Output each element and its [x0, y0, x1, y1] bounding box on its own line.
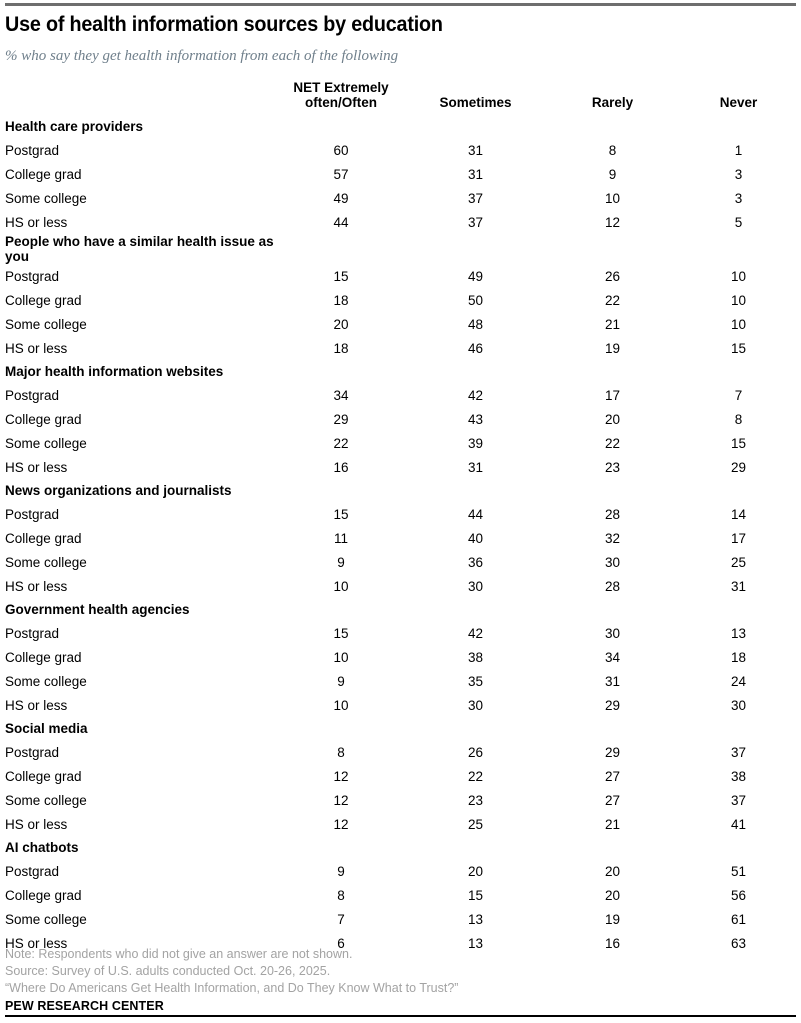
cell-net: 8 — [337, 887, 345, 903]
section-header-spacer-net — [275, 234, 407, 264]
table-row — [5, 312, 796, 336]
table-row — [5, 550, 796, 574]
section-header-row — [5, 836, 796, 859]
table-row — [5, 859, 796, 883]
cell-sometimes: 15 — [467, 887, 484, 903]
section-header-spacer-sometimes — [407, 360, 544, 383]
bottom-divider — [5, 1015, 796, 1017]
row-label: Postgrad — [5, 863, 60, 879]
cell-sometimes: 38 — [467, 649, 484, 665]
cell-rarely: 19 — [604, 911, 621, 927]
section-header-spacer-sometimes — [407, 234, 544, 264]
row-label: Some college — [5, 190, 87, 206]
cell-sometimes: 44 — [467, 506, 484, 522]
section-header-spacer-never — [681, 598, 796, 621]
cell-sometimes: 36 — [467, 554, 484, 570]
section-header-row — [5, 717, 796, 740]
cell-never: 10 — [730, 268, 747, 284]
cell-net: 6 — [337, 935, 345, 951]
section-header-spacer-never — [681, 479, 796, 502]
cell-never: 38 — [730, 768, 747, 784]
section-header-spacer-never — [681, 115, 796, 138]
page-title: Use of health information sources by education — [5, 13, 443, 36]
cell-never: 8 — [734, 411, 743, 427]
row-label: College grad — [5, 411, 82, 427]
cell-rarely: 8 — [608, 142, 617, 158]
cell-rarely: 19 — [604, 340, 621, 356]
row-label: Postgrad — [5, 387, 60, 403]
cell-never: 15 — [730, 340, 747, 356]
cell-net: 12 — [333, 792, 349, 808]
section-header-row — [5, 115, 796, 138]
cell-net: 11 — [333, 530, 348, 546]
section-header-label: News organizations and journalists — [5, 483, 232, 498]
cell-sometimes: 26 — [467, 744, 484, 760]
table-row — [5, 407, 796, 431]
footnote-report-title: “Where Do Americans Get Health Information, and Do They Know What to Trust?” — [5, 981, 459, 995]
cell-net: 7 — [337, 911, 345, 927]
section-header-spacer-rarely — [544, 836, 681, 859]
cell-rarely: 20 — [604, 411, 621, 427]
column-header-never: Never — [719, 95, 758, 110]
cell-rarely: 9 — [608, 166, 617, 182]
cell-never: 3 — [734, 166, 743, 182]
cell-sometimes: 37 — [467, 190, 484, 206]
cell-rarely: 28 — [604, 506, 621, 522]
cell-sometimes: 50 — [467, 292, 484, 308]
row-label: College grad — [5, 768, 82, 784]
cell-rarely: 20 — [604, 863, 621, 879]
cell-rarely: 29 — [604, 697, 621, 713]
cell-net: 9 — [337, 673, 345, 689]
row-label: Postgrad — [5, 268, 60, 284]
section-header-spacer-sometimes — [407, 717, 544, 740]
section-header-spacer-sometimes — [407, 836, 544, 859]
table-row — [5, 764, 796, 788]
cell-sometimes: 20 — [467, 863, 484, 879]
row-label: College grad — [5, 649, 82, 665]
section-header-label: People who have a similar health issue as you — [5, 234, 274, 264]
table-row — [5, 788, 796, 812]
section-header-spacer-net — [275, 115, 407, 138]
table-row — [5, 621, 796, 645]
cell-rarely: 30 — [604, 625, 621, 641]
row-label: Postgrad — [5, 142, 60, 158]
table-row — [5, 502, 796, 526]
cell-never: 56 — [730, 887, 747, 903]
cell-rarely: 27 — [604, 792, 621, 808]
section-header-spacer-net — [275, 717, 407, 740]
cell-sometimes: 37 — [467, 214, 484, 230]
section-header-row — [5, 360, 796, 383]
cell-sometimes: 13 — [467, 911, 484, 927]
table-row — [5, 210, 796, 234]
section-header-label: Government health agencies — [5, 602, 190, 617]
section-header-spacer-never — [681, 717, 796, 740]
section-header-spacer-never — [681, 234, 796, 264]
column-header-sometimes: Sometimes — [439, 95, 512, 110]
cell-sometimes: 49 — [467, 268, 484, 284]
row-label: College grad — [5, 292, 82, 308]
cell-never: 29 — [730, 459, 747, 475]
cell-never: 37 — [730, 792, 747, 808]
cell-never: 63 — [730, 935, 747, 951]
data-table — [5, 80, 796, 955]
cell-sometimes: 13 — [467, 935, 484, 951]
cell-never: 30 — [730, 697, 747, 713]
row-label: HS or less — [5, 816, 68, 832]
row-label: HS or less — [5, 935, 68, 951]
row-label: Postgrad — [5, 625, 60, 641]
cell-sometimes: 42 — [467, 625, 484, 641]
cell-never: 10 — [730, 316, 747, 332]
cell-never: 5 — [734, 214, 743, 230]
cell-rarely: 16 — [604, 935, 621, 951]
table-row — [5, 288, 796, 312]
table-row — [5, 740, 796, 764]
column-header-net — [275, 80, 407, 115]
cell-net: 49 — [333, 190, 349, 206]
cell-never: 61 — [730, 911, 747, 927]
cell-net: 29 — [333, 411, 349, 427]
table-row — [5, 526, 796, 550]
section-header-spacer-net — [275, 479, 407, 502]
section-header-row — [5, 234, 796, 264]
row-label: Some college — [5, 673, 87, 689]
table-row — [5, 645, 796, 669]
section-header-row — [5, 479, 796, 502]
cell-rarely: 10 — [604, 190, 621, 206]
row-label: HS or less — [5, 697, 68, 713]
cell-rarely: 21 — [604, 816, 621, 832]
column-header-net-line1: NET Extremely — [293, 80, 389, 95]
top-divider — [5, 3, 796, 6]
cell-rarely: 26 — [604, 268, 621, 284]
cell-never: 13 — [730, 625, 747, 641]
section-header-spacer-net — [275, 598, 407, 621]
cell-never: 1 — [734, 142, 743, 158]
cell-net: 34 — [333, 387, 349, 403]
table-row — [5, 574, 796, 598]
cell-never: 17 — [730, 530, 747, 546]
cell-sometimes: 42 — [467, 387, 484, 403]
cell-net: 60 — [333, 142, 349, 158]
table-row — [5, 138, 796, 162]
cell-sometimes: 31 — [467, 142, 484, 158]
cell-never: 41 — [730, 816, 747, 832]
section-header-spacer-rarely — [544, 598, 681, 621]
cell-rarely: 30 — [604, 554, 621, 570]
cell-net: 10 — [333, 649, 349, 665]
row-label: Postgrad — [5, 744, 60, 760]
cell-rarely: 27 — [604, 768, 621, 784]
cell-sometimes: 31 — [467, 166, 484, 182]
cell-rarely: 22 — [604, 435, 621, 451]
section-header-spacer-rarely — [544, 234, 681, 264]
cell-net: 20 — [333, 316, 349, 332]
cell-net: 12 — [333, 768, 349, 784]
cell-net: 9 — [337, 554, 345, 570]
row-label: Some college — [5, 316, 87, 332]
cell-net: 44 — [333, 214, 349, 230]
table-row — [5, 883, 796, 907]
table-row — [5, 693, 796, 717]
table-row — [5, 431, 796, 455]
row-label: HS or less — [5, 578, 68, 594]
cell-net: 22 — [333, 435, 349, 451]
table-row — [5, 812, 796, 836]
table-header — [5, 80, 796, 115]
row-label: College grad — [5, 530, 82, 546]
section-header-spacer-rarely — [544, 360, 681, 383]
cell-sometimes: 23 — [467, 792, 484, 808]
cell-sometimes: 46 — [467, 340, 484, 356]
table-row — [5, 383, 796, 407]
cell-net: 18 — [333, 292, 349, 308]
table-row — [5, 186, 796, 210]
footnotes — [5, 946, 785, 997]
row-label: Some college — [5, 435, 87, 451]
cell-net: 15 — [333, 268, 349, 284]
cell-net: 18 — [333, 340, 349, 356]
section-header-spacer-rarely — [544, 115, 681, 138]
column-header-net-line2: often/Often — [305, 95, 377, 110]
cell-net: 10 — [333, 697, 349, 713]
table-row — [5, 264, 796, 288]
header-row — [5, 80, 796, 115]
section-header-spacer-sometimes — [407, 598, 544, 621]
cell-net: 16 — [333, 459, 349, 475]
footnote-source: Source: Survey of U.S. adults conducted Oct. 20-26, 2025. — [5, 964, 331, 978]
row-label: College grad — [5, 887, 82, 903]
footnote-note: Note: Respondents who did not give an answer are not shown. — [5, 947, 353, 961]
section-header-label: Health care providers — [5, 119, 144, 134]
cell-never: 15 — [730, 435, 747, 451]
cell-rarely: 28 — [604, 578, 621, 594]
cell-never: 24 — [730, 673, 747, 689]
page-subtitle: % who say they get health information from each of the following — [5, 48, 399, 64]
cell-rarely: 22 — [604, 292, 621, 308]
section-header-spacer-rarely — [544, 717, 681, 740]
row-label: HS or less — [5, 340, 68, 356]
cell-never: 37 — [730, 744, 747, 760]
section-header-spacer-never — [681, 836, 796, 859]
cell-never: 18 — [730, 649, 747, 665]
cell-rarely: 12 — [604, 214, 621, 230]
section-header-spacer-never — [681, 360, 796, 383]
table-row — [5, 336, 796, 360]
cell-net: 10 — [333, 578, 349, 594]
cell-sometimes: 22 — [467, 768, 484, 784]
cell-never: 14 — [730, 506, 747, 522]
cell-rarely: 20 — [604, 887, 621, 903]
cell-net: 15 — [333, 506, 349, 522]
section-header-label: Social media — [5, 721, 88, 736]
cell-rarely: 21 — [604, 316, 621, 332]
row-label: College grad — [5, 166, 82, 182]
section-header-spacer-net — [275, 836, 407, 859]
cell-never: 7 — [734, 387, 743, 403]
cell-rarely: 23 — [604, 459, 621, 475]
row-label: Some college — [5, 911, 87, 927]
table-body — [5, 115, 796, 955]
cell-sometimes: 35 — [467, 673, 484, 689]
cell-sometimes: 30 — [467, 578, 484, 594]
cell-net: 12 — [333, 816, 349, 832]
section-header-label: Major health information websites — [5, 364, 224, 379]
table-row — [5, 669, 796, 693]
cell-rarely: 29 — [604, 744, 621, 760]
row-label: HS or less — [5, 459, 68, 475]
cell-sometimes: 48 — [467, 316, 484, 332]
section-header-spacer-net — [275, 360, 407, 383]
section-header-spacer-sometimes — [407, 479, 544, 502]
cell-never: 51 — [730, 863, 747, 879]
column-header-rarely: Rarely — [591, 95, 634, 110]
cell-net: 15 — [333, 625, 349, 641]
cell-rarely: 34 — [604, 649, 621, 665]
table-row — [5, 907, 796, 931]
cell-rarely: 32 — [604, 530, 621, 546]
cell-net: 57 — [333, 166, 349, 182]
section-header-row — [5, 598, 796, 621]
cell-never: 10 — [730, 292, 747, 308]
cell-sometimes: 30 — [467, 697, 484, 713]
section-header-spacer-sometimes — [407, 115, 544, 138]
column-header-label — [5, 80, 275, 115]
cell-net: 8 — [337, 744, 345, 760]
cell-never: 25 — [730, 554, 747, 570]
row-label: Some college — [5, 792, 87, 808]
row-label: HS or less — [5, 214, 68, 230]
cell-sometimes: 25 — [467, 816, 484, 832]
table-row — [5, 162, 796, 186]
cell-sometimes: 31 — [467, 459, 484, 475]
cell-never: 31 — [730, 578, 747, 594]
cell-sometimes: 39 — [467, 435, 484, 451]
cell-net: 9 — [337, 863, 345, 879]
table-row — [5, 455, 796, 479]
row-label: Postgrad — [5, 506, 60, 522]
cell-sometimes: 43 — [467, 411, 484, 427]
cell-sometimes: 40 — [467, 530, 484, 546]
cell-rarely: 31 — [604, 673, 621, 689]
row-label: Some college — [5, 554, 87, 570]
section-header-label: AI chatbots — [5, 840, 79, 855]
section-header-spacer-rarely — [544, 479, 681, 502]
cell-never: 3 — [734, 190, 743, 206]
cell-rarely: 17 — [604, 387, 621, 403]
pew-research-center-brand: PEW RESEARCH CENTER — [5, 999, 164, 1013]
